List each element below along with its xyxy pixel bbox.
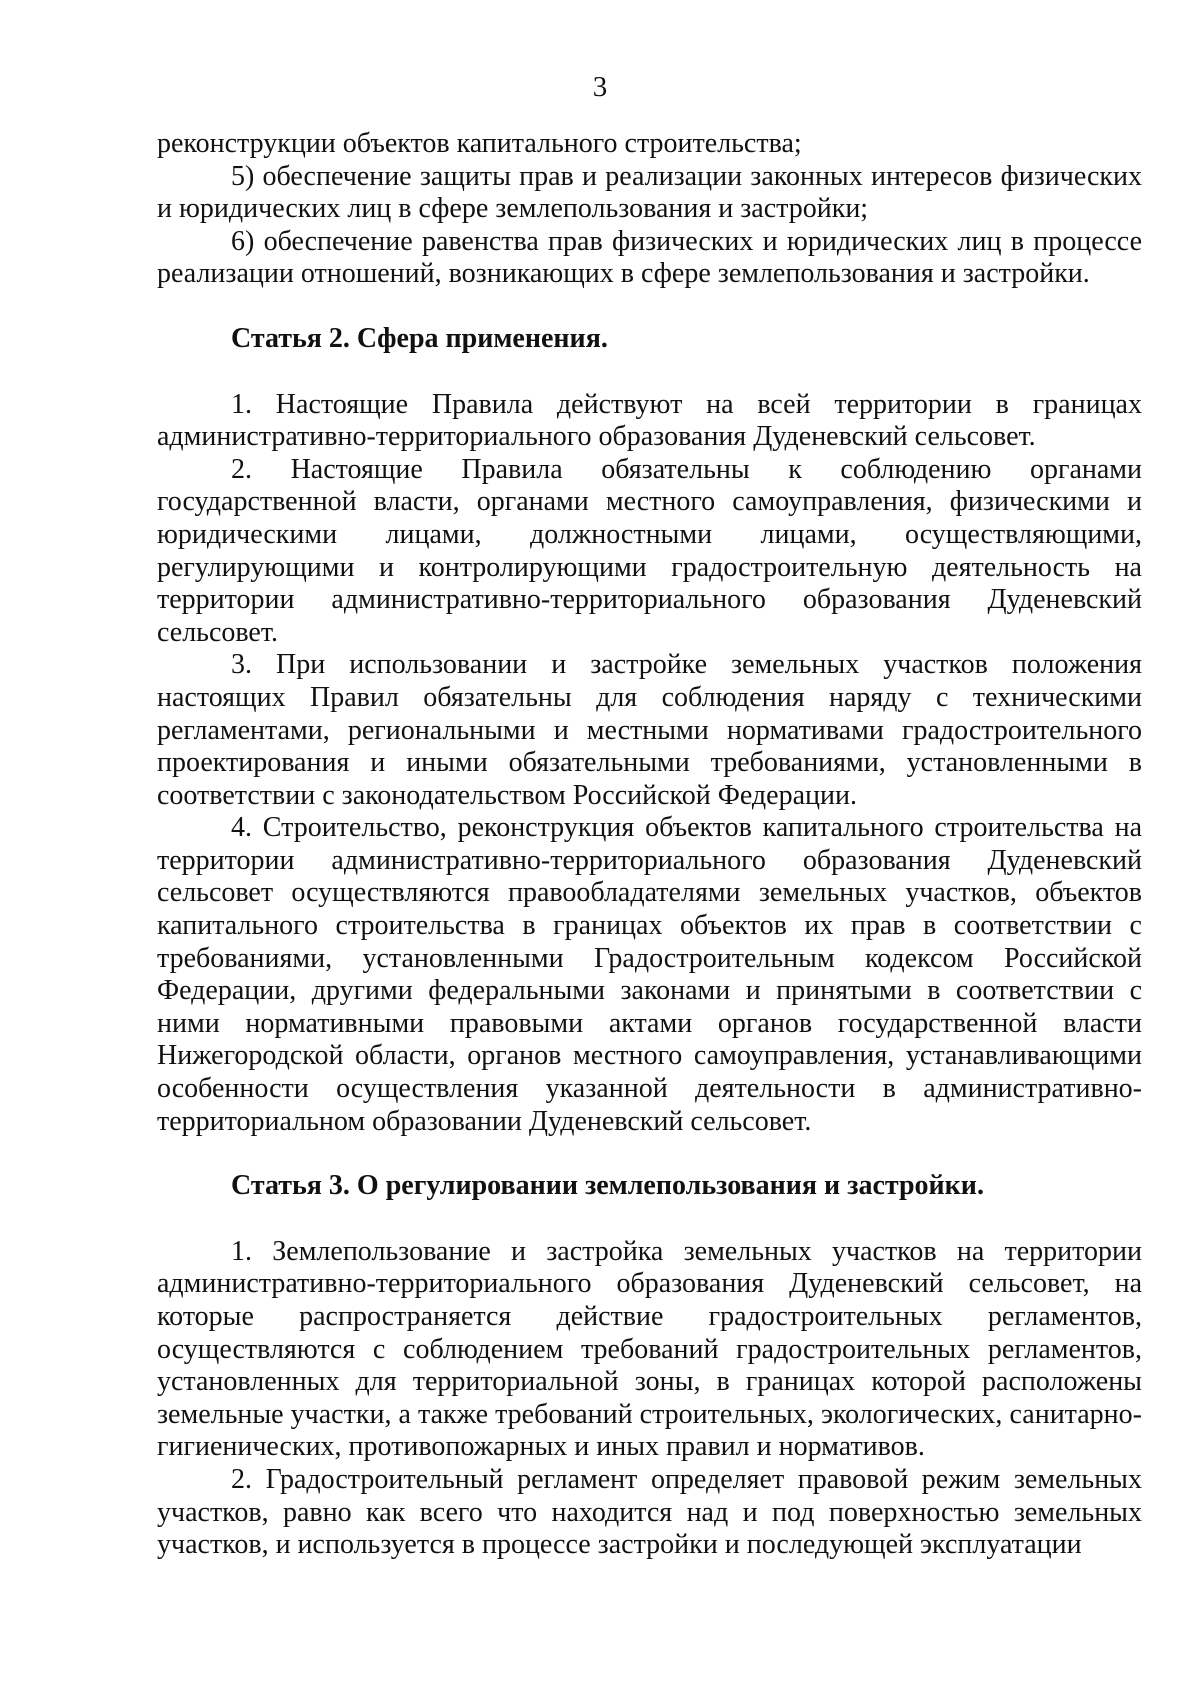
article-2-paragraph-4: 4. Строительство, реконструкция объектов капитального строительства на территории административно-территориального образования Дуденевский сельсовет осуществляются правообладателями земельных участков, объектов капитального строительства в границах объектов их прав в соответствии с требованиями, установленными Градостроительным кодексом Российской Федерации, другими федеральными законами и принятыми в соответствии с ними нормативными правовыми актами органов государственной власти Нижегородской области, органов местного самоуправления, устанавливающими особенности осуществления указанной деятельности в административно-территориальном образовании Дуденевский сельсовет. [157, 812, 1142, 1137]
article-3-heading: Статья 3. О регулировании землепользования и застройки. [231, 1170, 984, 1202]
article-2-paragraph-1: 1. Настоящие Правила действуют на всей территории в границах административно-территориального образования Дуденевский сельсовет. [157, 388, 1142, 453]
article-3-paragraph-2: 2. Градостроительный регламент определяет правовой режим земельных участков, равно как всего что находится над и под поверхностью земельных участков, и используется в процессе застройки и последующей эксплуатации [157, 1463, 1142, 1561]
intro-paragraph-continuation: реконструкции объектов капитального строительства; [157, 128, 802, 159]
article-3-paragraph-1: 1. Землепользование и застройка земельных участков на территории административно-территориального образования Дуденевский сельсовет, на которые распространяется действие градостроительных регламентов, осуществляются с соблюдением требований градостроительных регламентов, установленных для территориальной зоны, в границах которой расположены земельные участки, а также требований строительных, экологических, санитарно-гигиенических, противопожарных и иных правил и нормативов. [157, 1235, 1142, 1463]
article-2-paragraph-3: 3. При использовании и застройке земельных участков положения настоящих Правил обязательны для соблюдения наряду с техническими регламентами, региональными и местными нормативами градостроительного проектирования и иными обязательными требованиями, установленными в соответствии с законодательством Российской Федерации. [157, 649, 1142, 811]
document-body [157, 128, 1142, 1562]
intro-paragraph-item-6: 6) обеспечение равенства прав физических и юридических лиц в процессе реализации отношений, возникающих в сфере землепользования и застройки. [157, 225, 1142, 290]
page-number: 3 [592, 71, 608, 103]
article-2-paragraph-2: 2. Настоящие Правила обязательны к соблюдению органами государственной власти, органами местного самоуправления, физическими и юридическими лицами, должностными лицами, осуществляющими, регулирующими и контролирующими градостроительную деятельность на территории административно-территориального образования Дуденевский сельсовет. [157, 453, 1142, 648]
intro-paragraph-item-5: 5) обеспечение защиты прав и реализации законных интересов физических и юридических лиц в сфере землепользования и застройки; [157, 160, 1142, 225]
article-2-heading: Статья 2. Сфера применения. [231, 322, 608, 354]
